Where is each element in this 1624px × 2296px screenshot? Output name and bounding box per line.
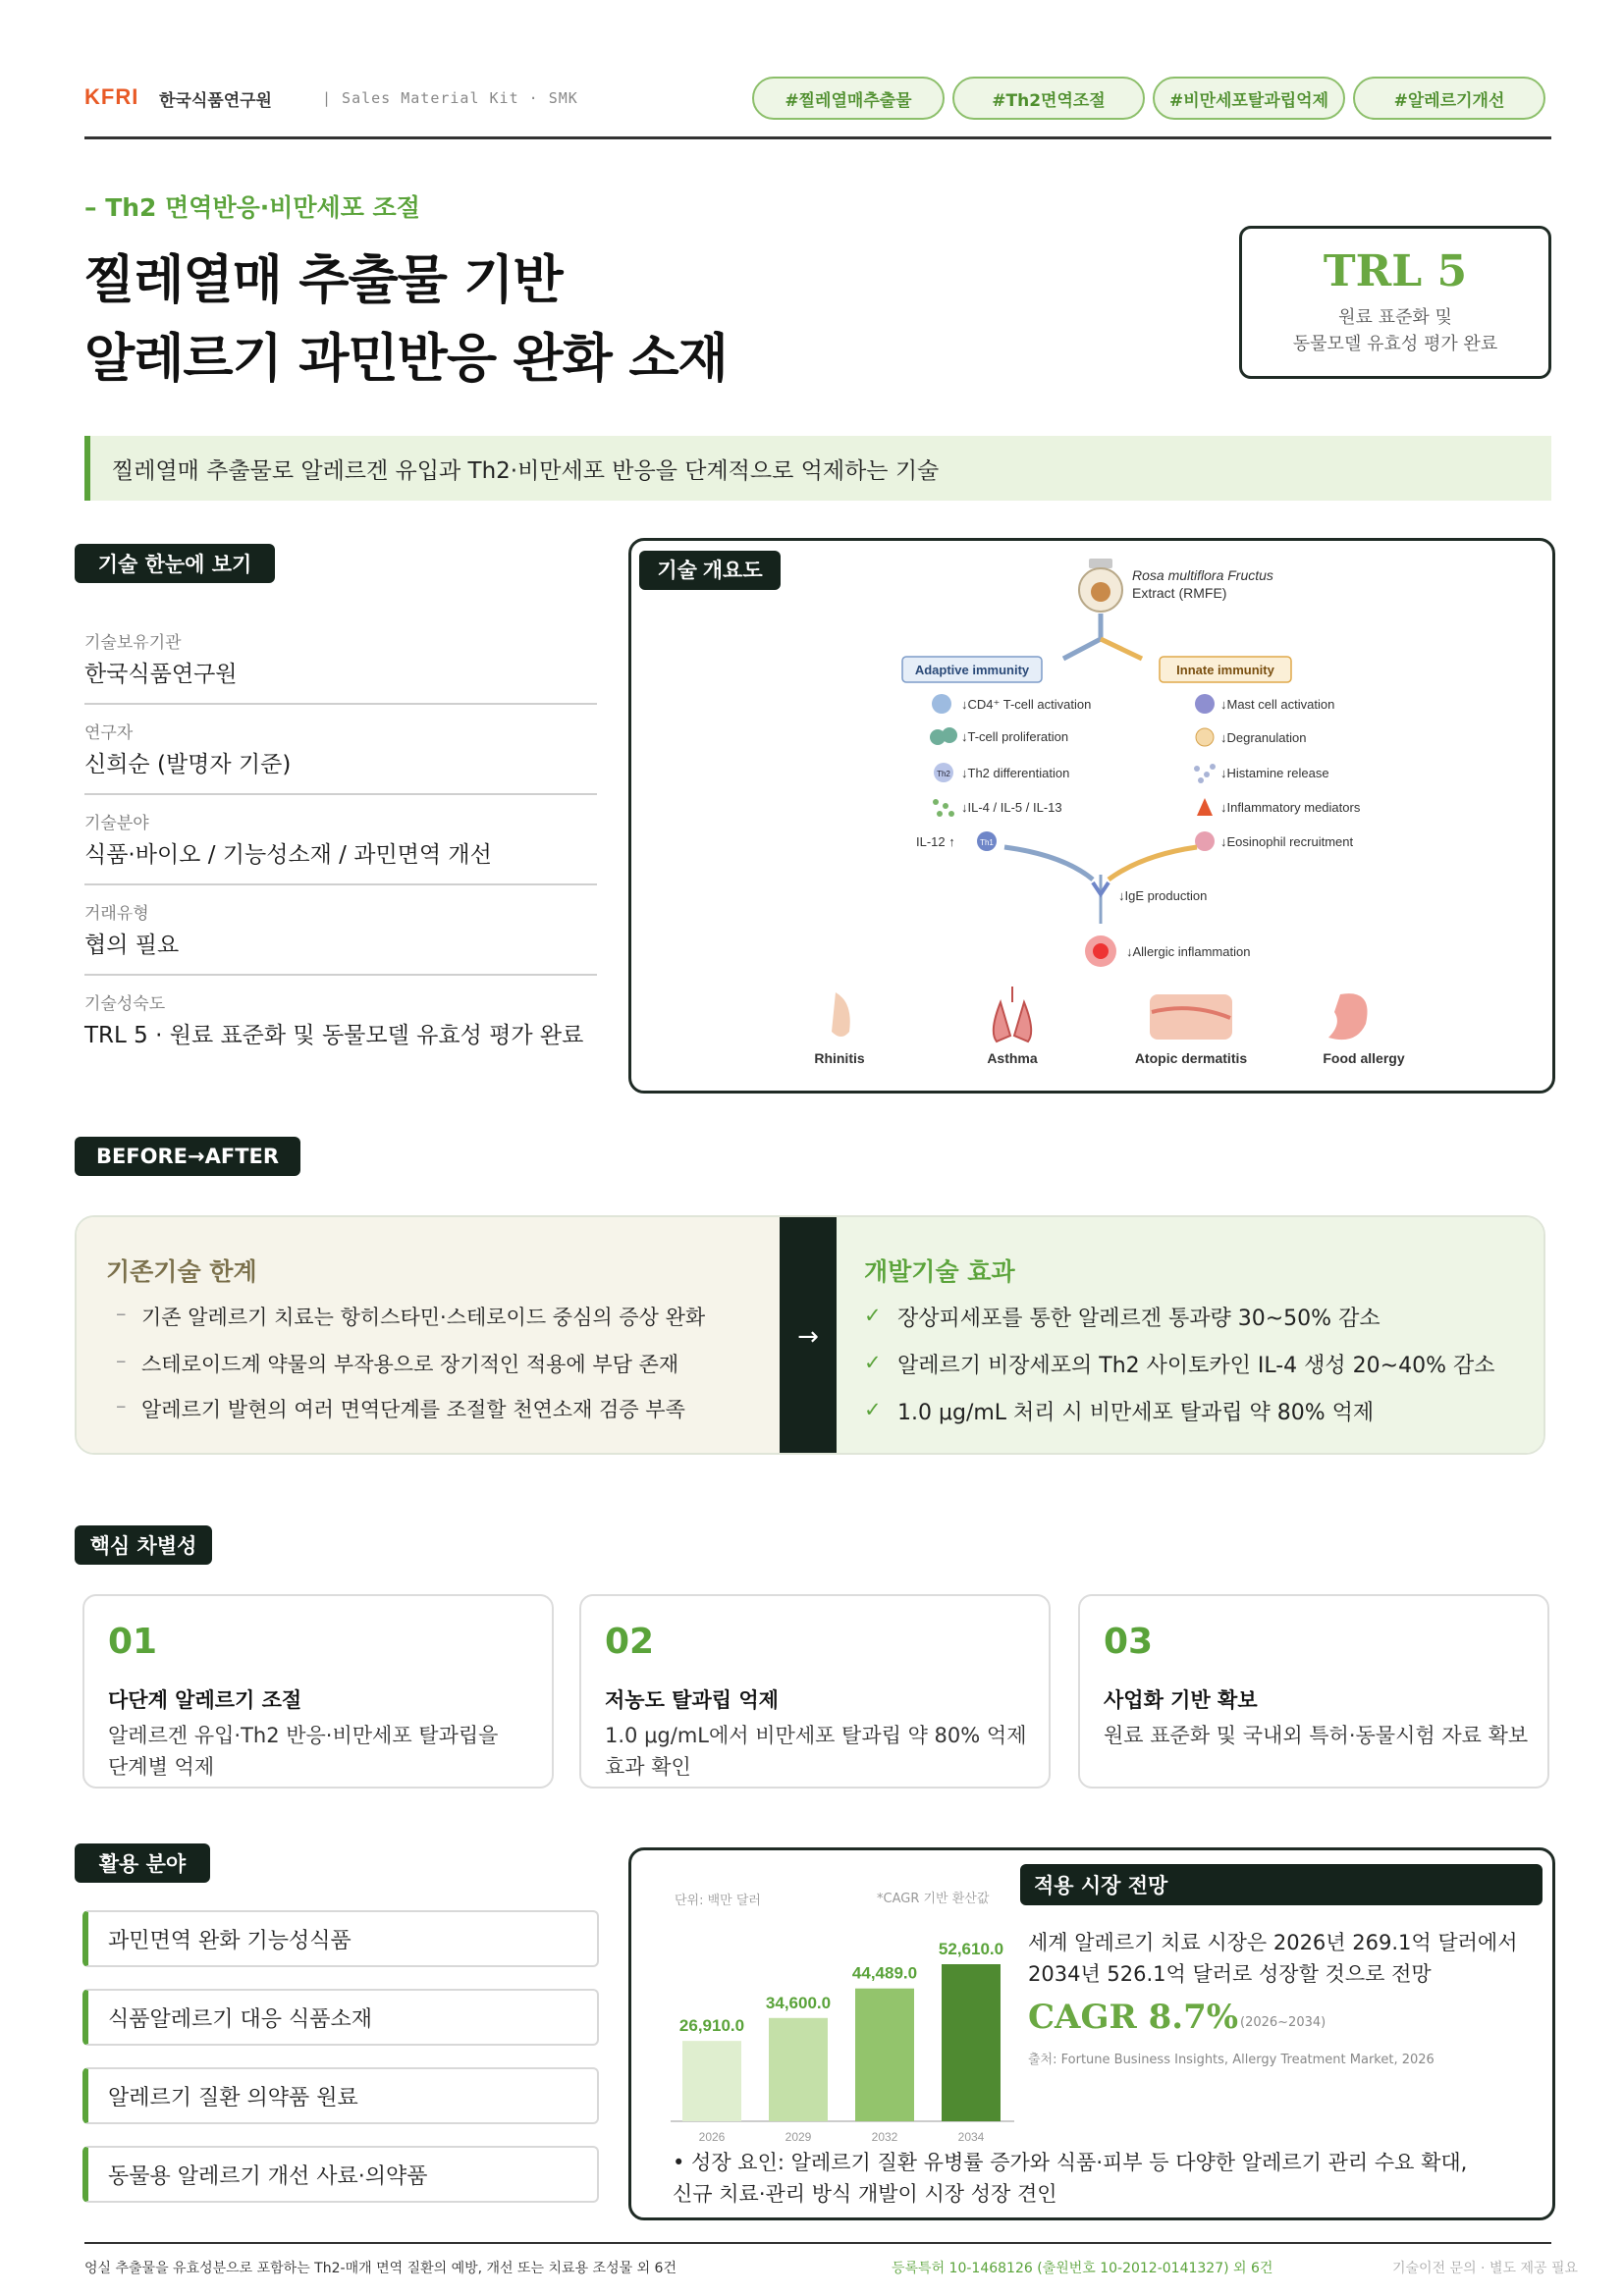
dash-icon: – <box>116 1349 127 1372</box>
disease-food-allergy: Food allergy <box>1323 1050 1405 1066</box>
extract-bottle-icon <box>1079 559 1122 612</box>
th2-icon-label: Th2 <box>937 770 950 778</box>
disease-atopic: Atopic dermatitis <box>1134 1050 1248 1066</box>
field-divider <box>84 974 597 976</box>
market-bar-chart <box>661 1888 1054 2153</box>
eosinophil-icon <box>1195 831 1215 851</box>
bar-category-label: 2026 <box>698 2130 726 2144</box>
cytokine-dots-icon <box>933 799 954 817</box>
tag-th2[interactable]: #Th2면역조절 <box>952 77 1145 120</box>
il12-label: IL-12 ↑ <box>916 834 955 849</box>
degranulation-icon <box>1196 728 1214 746</box>
adaptive-title: Adaptive immunity <box>914 663 1030 677</box>
summary-banner <box>84 436 1551 501</box>
card-number: 01 <box>108 1622 158 1662</box>
application-item: 알레르기 질환 의약품 원료 <box>82 2067 599 2124</box>
market-desc: 세계 알레르기 치료 시장은 2026년 269.1억 달러에서 2034년 526.1억 달러로 성장할 것으로 전망 <box>1028 1931 1518 1986</box>
bar-2032 <box>855 1989 914 2121</box>
chart-note: *CAGR 기반 환산값 <box>877 1892 990 1906</box>
field-label-researcher: 연구자 <box>84 723 134 743</box>
stomach-icon <box>1328 993 1368 1040</box>
trl-level: TRL 5 <box>1323 246 1468 296</box>
disease-asthma: Asthma <box>987 1050 1038 1066</box>
bar-2034 <box>942 1964 1001 2121</box>
card-desc: 1.0 μg/mL에서 비만세포 탈과립 약 80% 억제 효과 확인 <box>605 1724 1027 1779</box>
after-title: 개발기술 효과 <box>864 1257 1015 1286</box>
innate-item-1: ↓Mast cell activation <box>1220 697 1335 712</box>
bar-category-label: 2029 <box>785 2130 812 2144</box>
cagr-value: CAGR 8.7% <box>1028 1998 1239 2037</box>
before-item-3: 알레르기 발현의 여러 면역단계를 조절할 천연소재 검증 부족 <box>141 1398 685 1421</box>
before-item-2: 스테로이드계 약물의 부작용으로 장기적인 적용에 부담 존재 <box>141 1353 679 1376</box>
converge-left <box>1004 847 1093 880</box>
field-value-field: 식품·바이오 / 기능성소재 / 과민면역 개선 <box>84 842 492 868</box>
bar-2029 <box>769 2018 828 2121</box>
card-number: 03 <box>1104 1622 1154 1662</box>
adaptive-item-1: ↓CD4⁺ T-cell activation <box>961 697 1092 712</box>
section-before-after: BEFORE→AFTER <box>75 1137 300 1176</box>
bar-value-label: 26,910.0 <box>678 2016 745 2036</box>
field-value-trl: TRL 5 · 원료 표준화 및 동물모델 유효성 평가 완료 <box>84 1023 584 1048</box>
extract-label-line1: Rosa multiflora Fructus <box>1132 567 1273 583</box>
arrow-left <box>1063 614 1101 659</box>
adaptive-item-3: ↓Th2 differentiation <box>961 766 1070 780</box>
field-value-deal: 협의 필요 <box>84 933 180 958</box>
bar-category-label: 2032 <box>871 2130 898 2144</box>
field-label-org: 기술보유기관 <box>84 633 182 653</box>
kit-label: | Sales Material Kit · SMK <box>322 89 578 107</box>
field-value-researcher: 신희순 (발명자 기준) <box>84 752 292 777</box>
field-label-deal: 거래유형 <box>84 904 149 924</box>
innate-title: Innate immunity <box>1176 663 1274 677</box>
page-title: 찔레열매 추출물 기반 알레르기 과민반응 완화 소재 <box>84 250 728 389</box>
field-divider <box>84 793 597 795</box>
ige-label: ↓IgE production <box>1118 888 1208 903</box>
tag-allergy[interactable]: #알레르기개선 <box>1353 77 1545 120</box>
nose-icon <box>832 992 850 1037</box>
dash-icon: – <box>116 1394 127 1417</box>
field-divider <box>84 883 597 885</box>
application-item: 식품알레르기 대응 식품소재 <box>82 1989 599 2046</box>
before-title: 기존기술 한계 <box>106 1257 257 1286</box>
card-title: 저농도 탈과립 억제 <box>605 1688 779 1712</box>
bar-value-label: 44,489.0 <box>851 1963 918 1983</box>
growth-factors: • 성장 요인: 알레르기 질환 유병률 증가와 식품·피부 등 다양한 알레르기 관리 수요 확대, 신규 치료·관리 방식 개발이 시장 성장 견인 <box>673 2151 1468 2206</box>
check-icon: ✓ <box>864 1351 882 1374</box>
card-desc: 원료 표준화 및 국내외 특허·동물시험 자료 확보 <box>1104 1724 1529 1747</box>
header-divider <box>84 136 1551 139</box>
tag-rmfe[interactable]: #찔레열매추출물 <box>752 77 945 120</box>
check-icon: ✓ <box>864 1398 882 1421</box>
tag-mast-cell[interactable]: #비만세포탈과립억제 <box>1153 77 1345 120</box>
innate-item-4: ↓Inflammatory mediators <box>1220 800 1361 815</box>
card-title: 사업화 기반 확보 <box>1104 1688 1258 1712</box>
histamine-dots-icon <box>1194 764 1216 783</box>
footer-patent-title: 엉실 추출물을 유효성분으로 포함하는 Th2-매개 면역 질환의 예방, 개선 또는 치료용 조성물 외 6건 <box>84 2261 677 2276</box>
bar-value-label: 52,610.0 <box>938 1940 1004 1958</box>
inflammation-fire-icon <box>1197 798 1213 816</box>
section-differentiators: 핵심 차별성 <box>75 1525 212 1565</box>
summary-text: 찔레열매 추출물로 알레르겐 유입과 Th2·비만세포 반응을 단계적으로 억제하는 기술 <box>112 457 940 484</box>
tcell-icon <box>932 694 951 714</box>
overview-heading: 기술 개요도 <box>657 560 763 582</box>
innate-item-3: ↓Histamine release <box>1220 766 1329 780</box>
differentiator-card-1 <box>82 1594 554 1789</box>
market-heading: 적용 시장 전망 <box>1020 1864 1543 1905</box>
field-label-trl: 기술성숙도 <box>84 994 166 1014</box>
converge-right <box>1109 847 1197 880</box>
overview-diagram <box>628 538 1555 1094</box>
org-name: 한국식품연구원 <box>159 91 272 111</box>
market-source: 출처: Fortune Business Insights, Allergy Treatment Market, 2026 <box>1028 2053 1435 2067</box>
differentiator-card-3 <box>1078 1594 1549 1789</box>
bar-value-label: 34,600.0 <box>765 1993 832 2012</box>
check-icon: ✓ <box>864 1304 882 1327</box>
bar-2026 <box>682 2041 741 2121</box>
application-item: 동물용 알레르기 개선 사료·의약품 <box>82 2146 599 2203</box>
application-item: 과민면역 완화 기능성식품 <box>82 1910 599 1967</box>
dash-icon: – <box>116 1302 127 1325</box>
footer-patent-number: 등록특허 10-1468126 (출원번호 10-2012-0141327) 외 6건 <box>892 2261 1273 2276</box>
after-panel <box>837 1217 1545 1455</box>
trl-description: 원료 표준화 및 동물모델 유효성 평가 완료 <box>1292 307 1498 354</box>
before-panel <box>77 1217 780 1455</box>
before-item-1: 기존 알레르기 치료는 항히스타민·스테로이드 중심의 증상 완화 <box>141 1306 706 1329</box>
section-applications: 활용 분야 <box>75 1843 210 1883</box>
trl-badge <box>1239 226 1551 379</box>
overview-svg <box>631 541 1552 1091</box>
skin-icon <box>1150 994 1232 1040</box>
card-title: 다단계 알레르기 조절 <box>108 1688 302 1712</box>
field-value-org: 한국식품연구원 <box>84 662 238 687</box>
disease-rhinitis: Rhinitis <box>814 1050 865 1066</box>
market-panel <box>628 1847 1555 2220</box>
footer-divider <box>84 2242 1551 2244</box>
lungs-icon <box>994 987 1031 1041</box>
innate-item-2: ↓Degranulation <box>1220 730 1307 745</box>
adaptive-item-2: ↓T-cell proliferation <box>961 729 1069 744</box>
bar-category-label: 2034 <box>957 2130 985 2144</box>
differentiator-card-2 <box>579 1594 1051 1789</box>
inflammation-core-icon <box>1093 943 1109 959</box>
arrow-right-icon: → <box>780 1217 837 1455</box>
after-item-1: 장상피세포를 통한 알레르겐 통과량 30~50% 감소 <box>897 1307 1380 1331</box>
arrow-right <box>1101 639 1142 659</box>
field-label-field: 기술분야 <box>84 814 149 833</box>
card-number: 02 <box>605 1622 655 1662</box>
footer-contact: 기술이전 문의 · 별도 제공 필요 <box>1392 2261 1578 2276</box>
section-glance: 기술 한눈에 보기 <box>75 544 275 583</box>
extract-label-line2: Extract (RMFE) <box>1132 585 1227 601</box>
innate-item-5: ↓Eosinophil recruitment <box>1220 834 1354 849</box>
kfri-logo: KFRI <box>84 84 139 109</box>
adaptive-item-4: ↓IL-4 / IL-5 / IL-13 <box>961 800 1062 815</box>
before-after-panel <box>75 1215 1545 1455</box>
after-item-2: 알레르기 비장세포의 Th2 사이토카인 IL-4 생성 20~40% 감소 <box>897 1354 1495 1378</box>
th1-icon-label: Th1 <box>980 838 994 847</box>
mast-cell-icon <box>1195 694 1215 714</box>
chart-unit: 단위: 백만 달러 <box>675 1894 761 1908</box>
after-item-3: 1.0 μg/mL 처리 시 비만세포 탈과립 약 80% 억제 <box>897 1401 1375 1425</box>
card-desc: 알레르겐 유입·Th2 반응·비만세포 탈과립을 단계별 억제 <box>108 1724 499 1779</box>
cagr-period: (2026~2034) <box>1240 2015 1326 2030</box>
kicker: – Th2 면역반응·비만세포 조절 <box>84 193 420 222</box>
cell-cluster-icon-2 <box>942 727 957 743</box>
field-divider <box>84 703 597 705</box>
inflammation-label: ↓Allergic inflammation <box>1126 944 1251 959</box>
